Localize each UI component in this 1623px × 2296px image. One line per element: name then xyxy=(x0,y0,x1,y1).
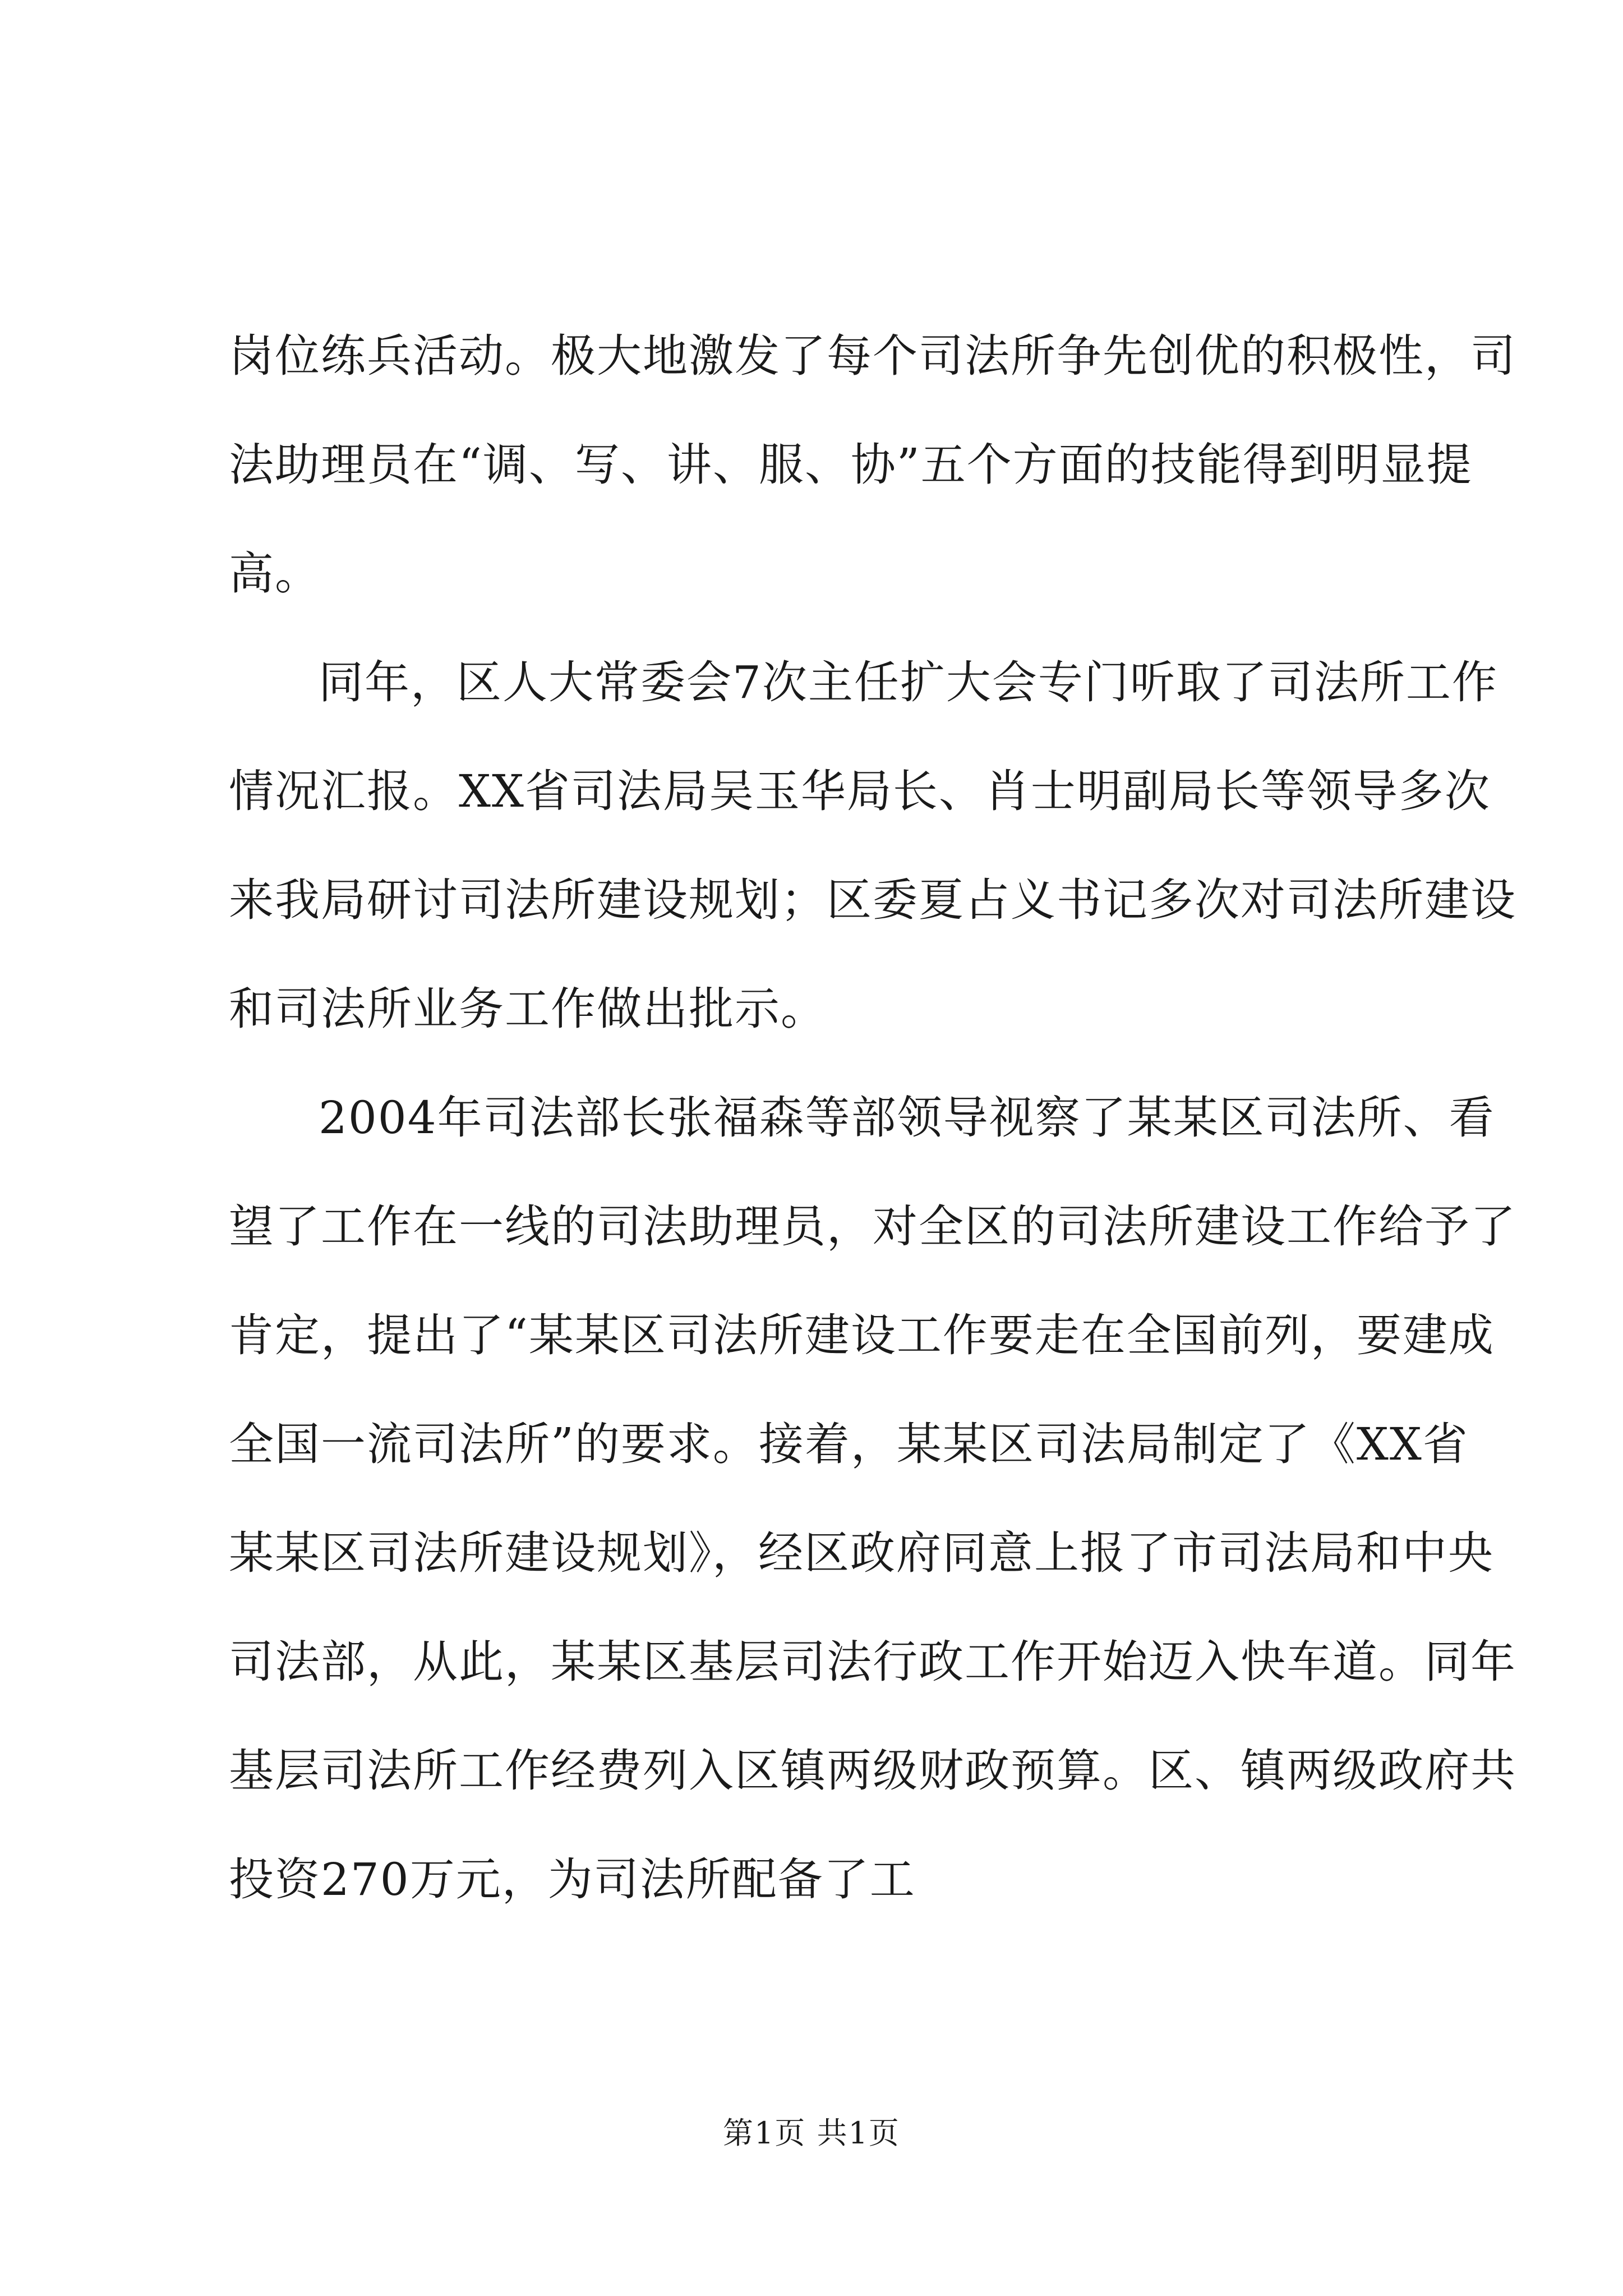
paragraph-3-line-6: 司法部，从此，某某区基层司法行政工作开始迈入快车道。同年 xyxy=(229,1636,1516,1688)
paragraph-3-line-2: 望了工作在一线的司法助理员，对全区的司法所建设工作给予了 xyxy=(229,1200,1516,1253)
document-body xyxy=(229,302,1516,1934)
paragraph-3-line-7: 基层司法所工作经费列入区镇两级财政预算。区、镇两级政府共 xyxy=(229,1745,1516,1797)
paragraph-3-line-8: 投资270万元，为司法所配备了工 xyxy=(229,1853,916,1906)
paragraph-3-line-3: 肯定，提出了“某某区司法所建设工作要走在全国前列，要建成 xyxy=(229,1309,1495,1361)
paragraph-1-line-3: 高。 xyxy=(229,547,321,600)
paragraph-3-line-1: 2004年司法部长张福森等部领导视察了某某区司法所、看 xyxy=(319,1092,1495,1144)
paragraph-3-line-4: 全国一流司法所”的要求。接着，某某区司法局制定了《XX省 xyxy=(229,1418,1469,1470)
paragraph-3-line-5: 某某区司法所建设规划》，经区政府同意上报了市司法局和中央 xyxy=(229,1527,1494,1579)
page-footer: 第1页 共1页 xyxy=(723,2115,900,2151)
paragraph-2-line-3: 来我局研讨司法所建设规划；区委夏占义书记多次对司法所建设 xyxy=(229,874,1516,926)
paragraph-2-line-4: 和司法所业务工作做出批示。 xyxy=(229,983,827,1035)
paragraph-1-line-2: 法助理员在“调、写、讲、服、协”五个方面的技能得到明显提 xyxy=(229,439,1473,491)
paragraph-2-line-1: 同年，区人大常委会7次主任扩大会专门听取了司法所工作 xyxy=(319,656,1498,708)
paragraph-1-line-1: 岗位练兵活动。极大地激发了每个司法所争先创优的积极性，司 xyxy=(229,330,1516,382)
paragraph-2-line-2: 情况汇报。XX省司法局吴玉华局长、肖士明副局长等领导多次 xyxy=(229,765,1491,817)
